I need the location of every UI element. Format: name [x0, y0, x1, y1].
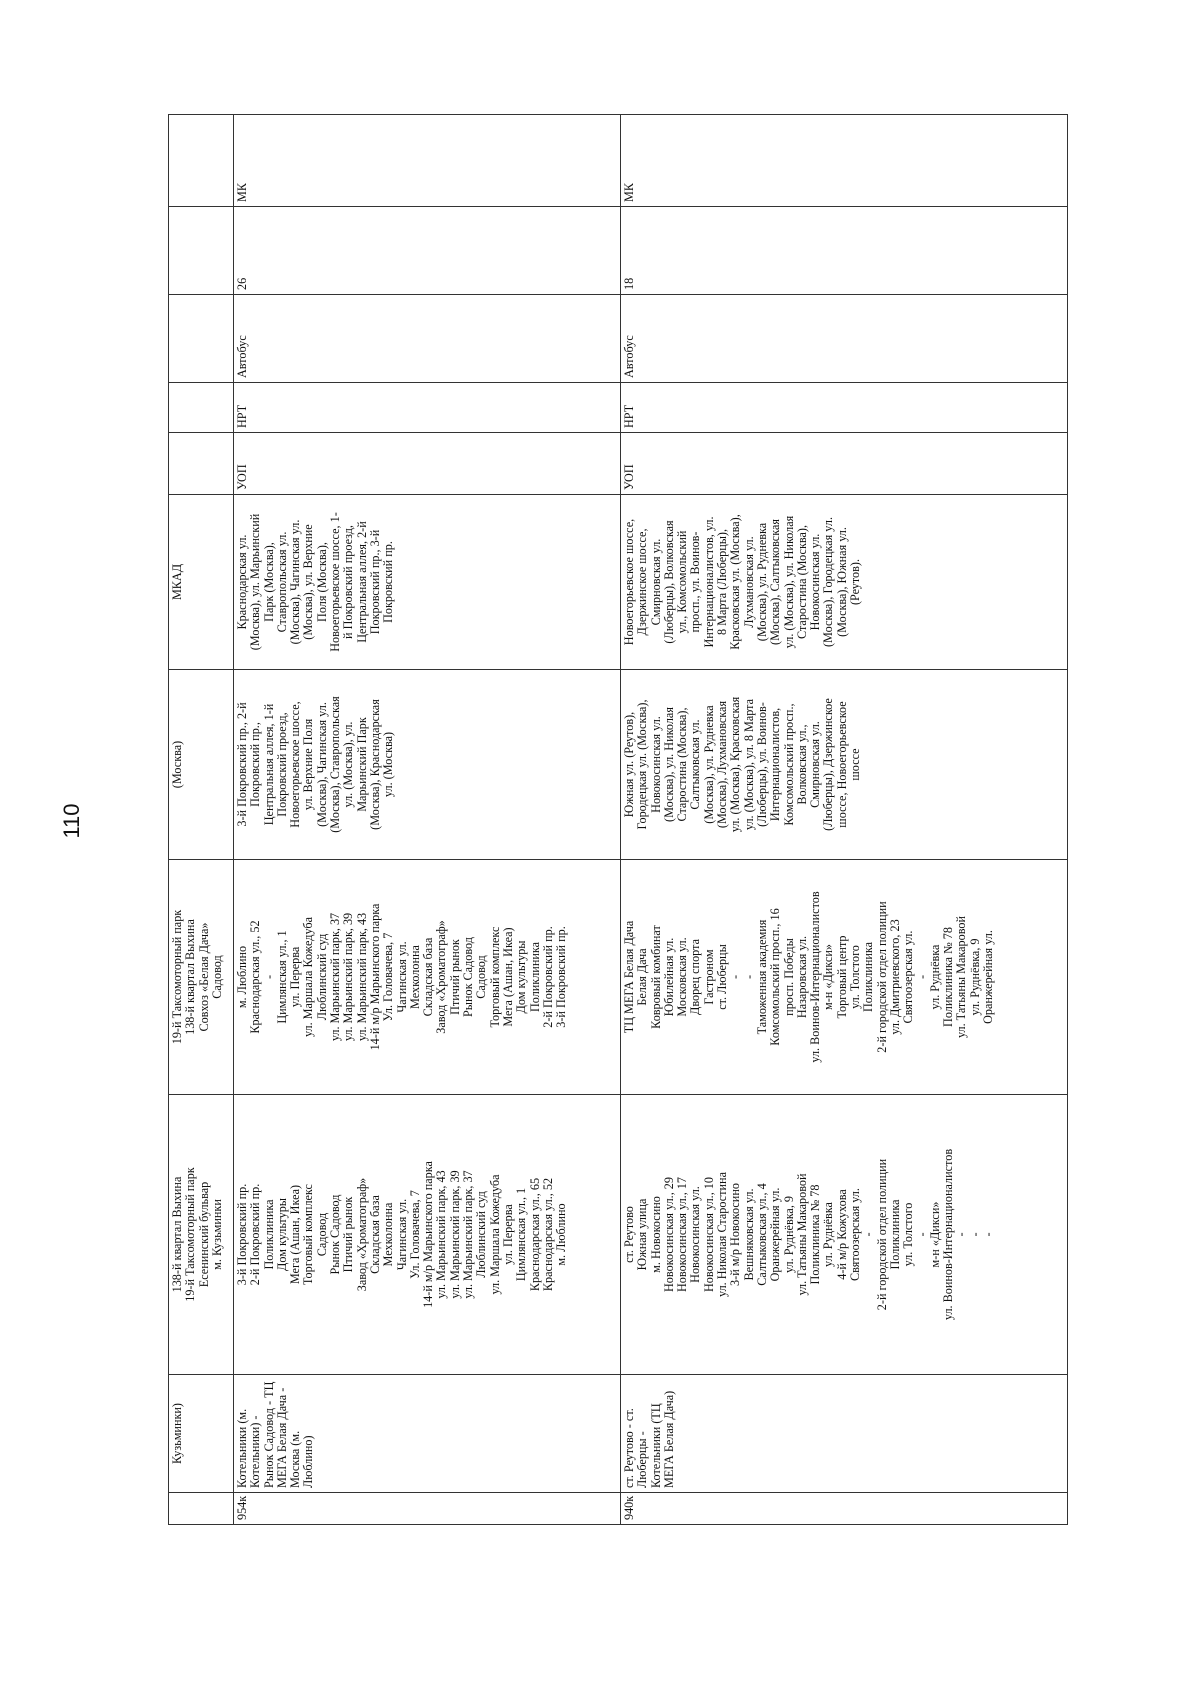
cell-line: Святоозерская ул.	[901, 930, 916, 1024]
cell-line: 19-й Таксомоторный парк	[183, 1167, 198, 1302]
route-name: ст. Реутово - ст. Люберцы - Котельники (ТЦ МЕГА Белая Дача)	[621, 1375, 1068, 1493]
cell-line: 2-й Покровский пр.	[540, 926, 555, 1028]
header-class	[169, 207, 234, 295]
cell-line: ул. (Москва), ул.	[341, 721, 356, 808]
cell-line: Старостина (Москва),	[794, 525, 809, 640]
rotated-table-wrapper	[168, 115, 1168, 1525]
header-regularity	[169, 433, 234, 495]
cell-line: просп., ул. Воинов-	[688, 531, 703, 633]
cell-line: 3-й Покровский пр., 2-й	[235, 702, 249, 827]
cell-line: Покровский проезд,	[274, 712, 289, 817]
vehicle-class: 18	[621, 207, 1068, 295]
cell-line: Дом культуры	[274, 1198, 289, 1271]
cell-line: 2-й Покровский пр.	[248, 1183, 263, 1286]
header-moscow-streets: (Москва)	[169, 670, 234, 860]
cell-line: (Москва), ул. Николая	[661, 707, 676, 822]
back-stops	[234, 860, 621, 1095]
cell-line: Рынок Садовод	[461, 937, 476, 1017]
cell-line: -	[261, 974, 276, 980]
cell-line: Мега (Ашан, Икеа)	[500, 927, 515, 1027]
cell-line: м. Кузьминки	[209, 1199, 224, 1270]
cell-line: Торговый комплекс	[487, 926, 502, 1028]
cell-line: -	[954, 1232, 969, 1237]
cell-line: шоссе, Новоегорьевское	[834, 701, 849, 828]
cell-line: Цимлянская ул., 1	[274, 930, 289, 1024]
cell-line: Ул. Головачева, 7	[381, 932, 396, 1022]
cell-line: ул. Татьяны Макаровой	[954, 915, 969, 1039]
cell-line: Люблинский суд	[474, 1191, 489, 1278]
vehicle-class: 26	[234, 207, 621, 295]
cell-line: Садовод	[474, 955, 489, 999]
cell-line: Новоегорьевское шоссе,	[622, 518, 636, 646]
cell-line: ул. Руднёвка, 9	[967, 938, 982, 1016]
cell-line: 14-й м/р Марьинского парка	[367, 903, 382, 1051]
header-route-name: Кузьминки)	[169, 1375, 234, 1493]
cell-line: Рынок Садовод	[328, 1194, 343, 1275]
forward-stops	[234, 1095, 621, 1375]
cell-line: (Люберцы), Дзержинское	[821, 698, 836, 831]
cell-line: (Москва), Городецкая ул.	[821, 517, 836, 647]
cell-line: просп. Победы	[781, 938, 796, 1016]
vehicle-type: Автобус	[621, 295, 1068, 383]
cell-line: Смирновская ул.	[808, 721, 823, 808]
cell-line: ул. Толстого	[901, 1202, 916, 1267]
cell-line: Смирновская ул.	[648, 538, 663, 626]
cell-line: ул. Марьинский парк, 37	[461, 1170, 476, 1299]
cell-line: Новокосинская ул., 29	[661, 1177, 676, 1292]
cell-line: Салтыковская ул., 4	[754, 1183, 769, 1286]
cell-line: Новоегорьевское шоссе, 1-	[328, 512, 343, 652]
cell-line: 14-й м/р Марьинского парка	[421, 1161, 436, 1308]
cell-line: Садовод	[314, 1212, 329, 1257]
cell-line: ТЦ МЕГА Белая Дача	[622, 920, 636, 1034]
cell-line: Гастроном	[701, 949, 716, 1005]
route-name: Котельники (м. Котельники) - Рынок Садовод - ТЦ МЕГА Белая Дача - Москва (м. Люблино)	[234, 1375, 621, 1493]
cell-line: ул. (Москва), ул. 8 Марта	[741, 698, 756, 831]
cell-line: (Москва), ул. Рудневка	[754, 522, 769, 642]
cell-line: Садовод	[209, 955, 224, 999]
cell-line: Вешняковская ул.	[741, 1188, 756, 1281]
cell-line: (Москва), Чагинская ул.	[288, 519, 303, 645]
cell-line: Мега (Ашан, Икеа)	[288, 1184, 303, 1285]
cell-line: Таможенная академия	[754, 919, 769, 1035]
regularity: УОП	[234, 433, 621, 495]
cell-line: -	[914, 1232, 929, 1237]
cell-line: Новокосинская ул., 10	[701, 1177, 716, 1292]
cell-line: Московская ул.	[675, 937, 690, 1017]
cell-line: Поликлиника № 78	[808, 1184, 823, 1285]
regularity: УОП	[621, 433, 1068, 495]
cell-line: ул. Марьинский парк, 37	[328, 912, 343, 1042]
cell-line: Мехколонна	[381, 1202, 396, 1267]
cell-line: -	[728, 974, 743, 980]
cell-line: Южная улица	[635, 1198, 650, 1271]
cell-line: (Москва), Ставропольская	[328, 696, 343, 833]
cell-line: (Москва), Чагинская ул.	[314, 702, 329, 827]
cell-line: (Москва), Лухмановская	[715, 700, 730, 829]
cell-line: ул. Воинов-Интернационалистов	[808, 891, 823, 1063]
route-number: 954к	[234, 1493, 621, 1525]
cell-line: Интернационалистов,	[768, 707, 783, 822]
cell-line: (Реутов).	[848, 559, 863, 605]
header-tariff	[169, 383, 234, 433]
cell-line: (Москва), ул. Рудневка	[701, 705, 716, 824]
forward-stops	[621, 1095, 1068, 1375]
cell-line: Комсомольский просп., 16	[768, 908, 783, 1046]
cell-line: ул. Марьинский парк, 39	[341, 912, 356, 1042]
cell-line: Старостина (Москва),	[675, 707, 690, 822]
cell-line: Покровский пр.	[381, 541, 396, 623]
cell-line: м-н «Дикси»	[821, 944, 836, 1010]
cell-line: Красковская ул. (Москва),	[728, 514, 743, 650]
cell-line: шоссе	[848, 748, 863, 781]
cell-line: 8 Марта (Люберцы),	[715, 528, 730, 636]
cell-line: Торговый комплекс	[301, 1184, 316, 1285]
cell-line: 138-й квартал Выхина	[183, 919, 198, 1035]
cell-line: Южная ул. (Реутов),	[622, 711, 636, 818]
cell-line: Люблинский суд	[314, 933, 329, 1021]
cell-line: Складская база	[421, 937, 436, 1017]
cell-line: (Москва), ул. Верхние	[301, 524, 316, 640]
cell-line: 4-й м/р Кожухова	[834, 1189, 849, 1280]
cell-line: Оранжерейная ул.	[768, 1187, 783, 1282]
cell-line: Дворец спорта	[688, 939, 703, 1015]
cell-line: ул. Марьинский парк, 43	[354, 912, 369, 1042]
cell-line: 3-й Покровский пр.	[235, 1183, 249, 1286]
moscow-streets	[621, 670, 1068, 860]
cell-line: Ставропольская ул.	[274, 531, 289, 633]
cell-line: Салтыковская ул.	[688, 719, 703, 810]
cell-line: Совхоз «Белая Дача»	[196, 922, 211, 1032]
cell-line: Цимлянская ул., 1	[514, 1187, 529, 1282]
cell-line: Ковровый комбинат	[648, 925, 663, 1029]
cell-line: (Люберцы), ул. Воинов-	[754, 702, 769, 827]
cell-line: (Москва), Салтыковская	[768, 519, 783, 645]
cell-line: Юбилейная ул.	[661, 937, 676, 1017]
organization: МК	[621, 115, 1068, 207]
cell-line: Городецкая ул. (Москва),	[635, 699, 650, 830]
cell-line: Торговый центр	[834, 935, 849, 1019]
routes-table	[168, 114, 1068, 1525]
header-organization	[169, 115, 234, 207]
cell-line: ул. Марьинский парк, 39	[447, 1170, 462, 1299]
cell-line: м-н «Дикси»	[927, 1201, 942, 1268]
cell-line: ул. Руднёвка	[927, 944, 942, 1010]
cell-line: Новокосинская ул., 17	[675, 1177, 690, 1292]
cell-line: 138-й квартал Выхина	[170, 1176, 184, 1293]
cell-line: Белая Дача	[635, 948, 650, 1006]
cell-line: 2-й городской отдел полиции	[874, 1158, 889, 1311]
cell-line: ул. Толстого	[848, 945, 863, 1009]
cell-line: м. Люблино	[554, 1203, 569, 1266]
header-forward-stops	[169, 1095, 234, 1375]
cell-line: ул. Маршала Кожедуба	[487, 1174, 502, 1295]
cell-line: Покровский пр.,	[248, 722, 263, 807]
page-number: 110	[59, 803, 84, 839]
cell-line: й Покровский проезд,	[341, 525, 356, 639]
cell-line: -	[914, 974, 929, 980]
cell-line: ул. Руднёвка	[821, 1202, 836, 1267]
cell-line: Завод «Хроматограф»	[354, 1177, 369, 1292]
tariff: НРТ	[234, 383, 621, 433]
cell-line: Волковская ул.,	[794, 724, 809, 805]
cell-line: Складская база	[367, 1195, 382, 1274]
cell-line: Дзержинское шоссе,	[635, 528, 650, 636]
cell-line: Чагинская ул.	[394, 941, 409, 1013]
cell-line: м. Новокосино	[648, 1196, 663, 1273]
cell-line: ул. Перерва	[500, 1204, 515, 1265]
cell-line: Поликлиника	[861, 941, 876, 1013]
cell-line: ст. Реутово	[622, 1206, 636, 1263]
cell-line: ул. (Москва), Красковская	[728, 696, 743, 833]
cell-line: Лухмановская ул.	[741, 536, 756, 628]
cell-line: Дом культуры	[514, 940, 529, 1014]
table-row	[234, 115, 621, 1525]
header-vehicle	[169, 295, 234, 383]
back-stops	[621, 860, 1068, 1095]
cell-line: Комсомольский просп.,	[781, 703, 796, 826]
cell-line: ул. Татьяны Макаровой	[794, 1173, 809, 1296]
cell-line: Краснодарская ул., 65	[527, 1177, 542, 1292]
cell-line: Парк (Москва),	[261, 542, 276, 622]
cell-line: -	[967, 1232, 982, 1237]
cell-line: Центральная аллея, 1-й	[261, 703, 276, 826]
cell-line: Поля (Москва),	[314, 542, 329, 622]
organization: МК	[234, 115, 621, 207]
moscow-streets	[234, 670, 621, 860]
cell-line: Есенинский бульвар	[196, 1181, 211, 1288]
header-back-stops	[169, 860, 234, 1095]
cell-line: ул. Перерва	[288, 946, 303, 1008]
cell-line: Краснодарская ул., 52	[540, 1177, 555, 1292]
header-mkad-streets: МКАД	[169, 495, 234, 670]
cell-line: Ул. Головачева, 7	[407, 1190, 422, 1279]
cell-line: Птичий рынок	[447, 939, 462, 1015]
cell-line: ул. (Москва)	[381, 731, 396, 798]
cell-line: -	[861, 1232, 876, 1237]
cell-line: (Люберцы), Волковская	[661, 520, 676, 644]
cell-line: ул. Николая Старостина	[715, 1172, 730, 1297]
cell-line: ул. Воинов-Интернационалистов	[941, 1148, 956, 1321]
cell-line: м. Люблино	[235, 945, 249, 1009]
mkad-streets	[234, 495, 621, 670]
cell-line: (Москва), ул. Марьинский	[248, 513, 263, 651]
mkad-streets	[621, 495, 1068, 670]
cell-line: Новокосинская ул.	[648, 716, 663, 813]
cell-line: Поликлиника	[527, 941, 542, 1013]
cell-line: 2-й городской отдел полиции	[874, 901, 889, 1053]
cell-line: 3-й м/р Новокосино	[728, 1183, 743, 1286]
cell-line: ул. Руднёвка, 9	[781, 1195, 796, 1274]
tariff: НРТ	[621, 383, 1068, 433]
header-number	[169, 1493, 234, 1525]
cell-line: Центральная аллея, 2-й	[354, 521, 369, 643]
cell-line: ул. Дмитриевского, 23	[887, 919, 902, 1035]
cell-line: (Москва), Южная ул.	[834, 527, 849, 637]
cell-line: Чагинская ул.	[394, 1198, 409, 1271]
cell-line: -	[981, 1232, 996, 1237]
table-header-row	[169, 115, 234, 1525]
cell-line: Святоозерская ул.	[848, 1188, 863, 1281]
cell-line: -	[741, 974, 756, 980]
cell-line: Назаровская ул.	[794, 935, 809, 1019]
cell-line: Краснодарская ул.	[235, 534, 249, 630]
cell-line: Завод «Хроматограф»	[434, 920, 449, 1034]
cell-line: (Москва), Краснодарская	[367, 699, 382, 830]
cell-line: Оранжерейная ул.	[981, 930, 996, 1024]
cell-line: Новокосинская ул.	[688, 1186, 703, 1283]
route-number: 940к	[621, 1493, 1068, 1525]
cell-line: Покровский пр., 3-й	[367, 529, 382, 635]
cell-line: ул. Верхние Поля	[301, 718, 316, 811]
cell-line: Поликлиника № 78	[941, 927, 956, 1027]
cell-line: ул. Марьинский парк, 43	[434, 1170, 449, 1299]
cell-line: ул. (Москва), ул. Николая	[781, 515, 796, 649]
cell-line: 19-й Таксомоторный парк	[170, 909, 184, 1045]
cell-line: Марьинский Парк	[354, 717, 369, 812]
cell-line: ст. Люберцы	[715, 944, 730, 1010]
cell-line: Поликлиника	[887, 1199, 902, 1270]
cell-line: ул., Комсомольский	[675, 530, 690, 634]
cell-line: Птичий рынок	[341, 1196, 356, 1273]
table-row	[621, 115, 1068, 1525]
cell-line: Мехколонна	[407, 945, 422, 1009]
cell-line: Поликлиника	[261, 1199, 276, 1270]
vehicle-type: Автобус	[234, 295, 621, 383]
cell-line: Интернационалистов, ул.	[701, 516, 716, 648]
cell-line: Краснодарская ул., 52	[248, 920, 263, 1034]
cell-line: 3-й Покровский пр.	[554, 926, 569, 1028]
cell-line: Новоегорьевское шоссе,	[288, 701, 303, 828]
cell-line: ул. Маршала Кожедуба	[301, 916, 316, 1038]
cell-line: Новокосинская ул.	[808, 533, 823, 631]
